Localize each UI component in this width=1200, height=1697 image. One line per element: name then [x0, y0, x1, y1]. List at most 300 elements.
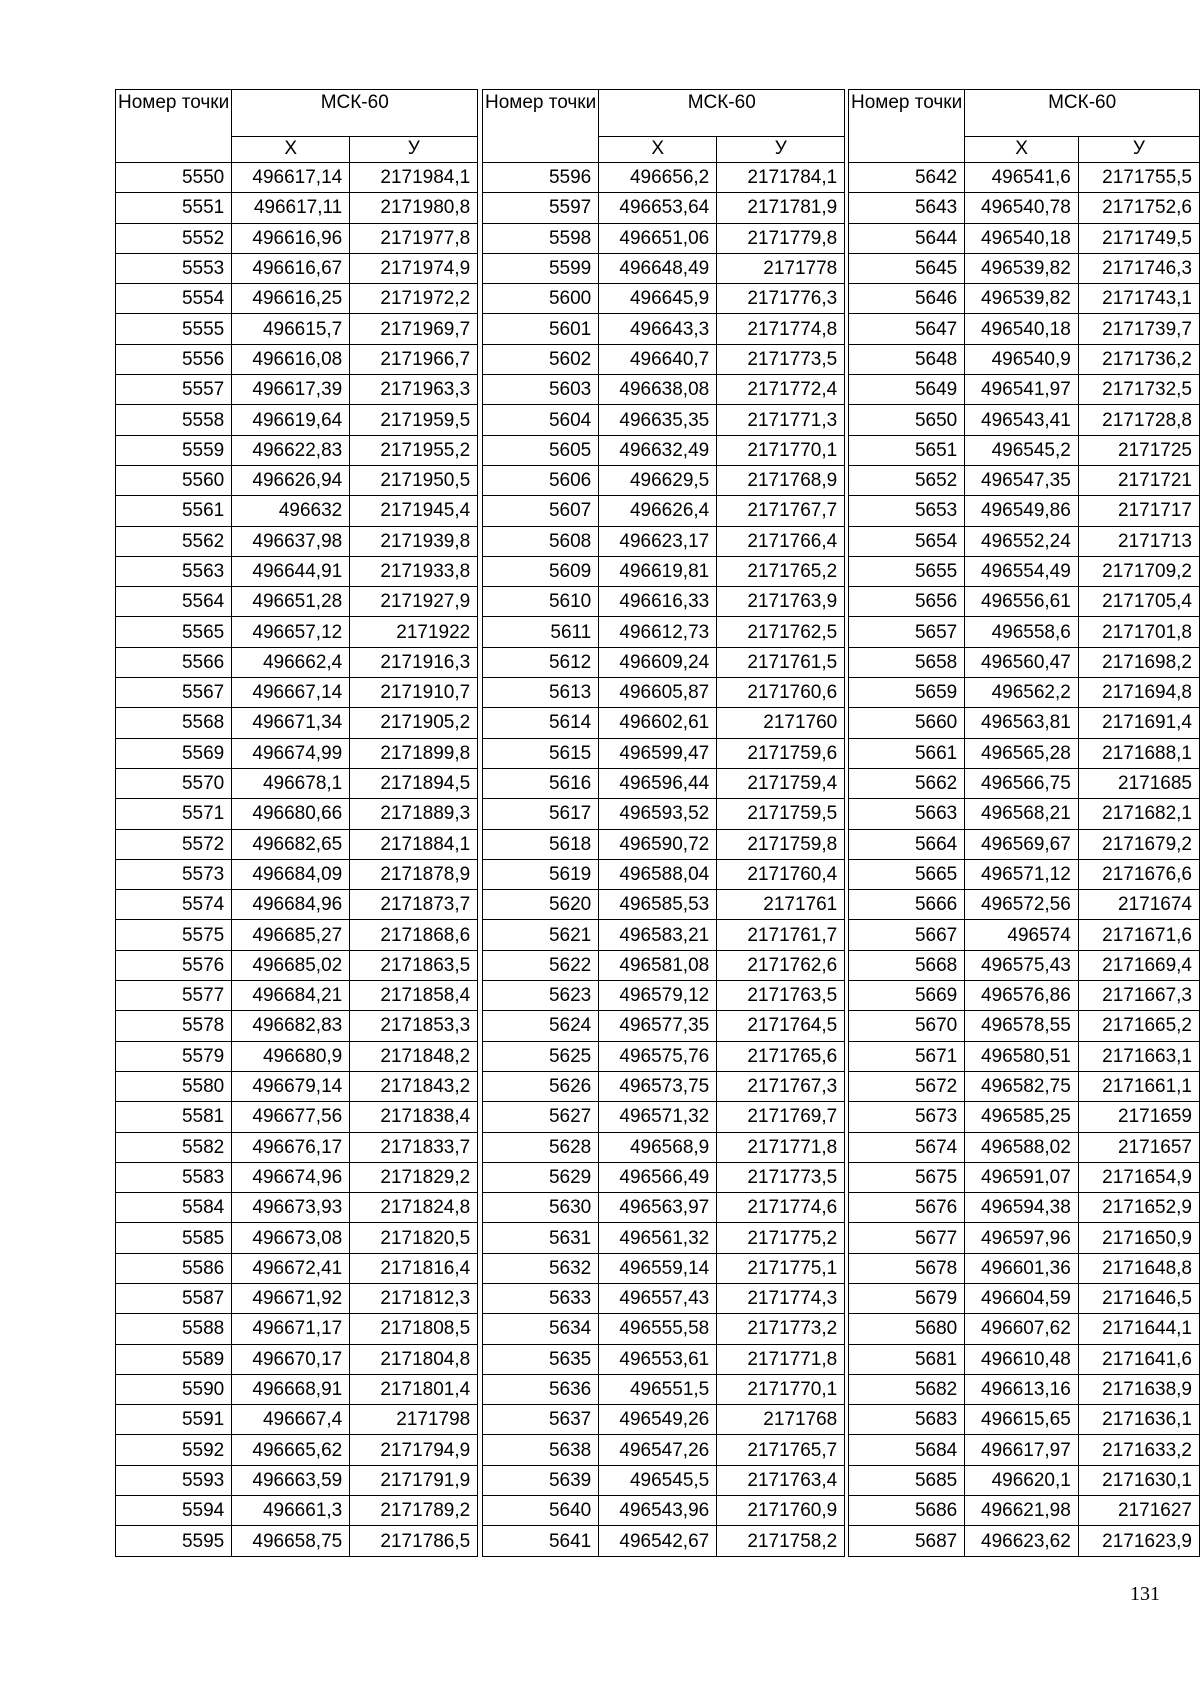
point-number-cell: 5657: [849, 617, 965, 647]
point-number-cell: 5666: [849, 890, 965, 920]
table-row: [849, 647, 1200, 677]
y-cell: 2171798: [350, 1405, 478, 1435]
point-number-cell: 5582: [116, 1132, 232, 1162]
table-row: [116, 738, 478, 768]
x-cell: 496680,9: [232, 1041, 350, 1071]
y-cell: 2171966,7: [350, 344, 478, 374]
y-cell: 2171752,6: [1078, 193, 1199, 223]
point-number-cell: 5643: [849, 193, 965, 223]
point-number-cell: 5680: [849, 1314, 965, 1344]
y-cell: 2171648,8: [1078, 1253, 1199, 1283]
x-cell: 496562,2: [965, 678, 1079, 708]
x-cell: 496637,98: [232, 526, 350, 556]
point-number-cell: 5588: [116, 1314, 232, 1344]
point-number-cell: 5626: [483, 1071, 599, 1101]
point-number-cell: 5635: [483, 1344, 599, 1374]
y-cell: 2171884,1: [350, 829, 478, 859]
y-cell: 2171767,7: [717, 496, 845, 526]
point-number-cell: 5600: [483, 284, 599, 314]
y-cell: 2171959,5: [350, 405, 478, 435]
table-row: [849, 344, 1200, 374]
x-cell: 496547,26: [599, 1435, 717, 1465]
page-number: 131: [1130, 1583, 1160, 1605]
table-row: [483, 435, 845, 465]
point-number-cell: 5628: [483, 1132, 599, 1162]
table-row: [116, 1041, 478, 1071]
point-number-cell: 5670: [849, 1011, 965, 1041]
point-number-cell: 5560: [116, 465, 232, 495]
point-number-cell: 5569: [116, 738, 232, 768]
x-cell: 496635,35: [599, 405, 717, 435]
x-cell: 496557,43: [599, 1283, 717, 1313]
point-number-cell: 5667: [849, 920, 965, 950]
table-row: [483, 799, 845, 829]
y-cell: 2171766,4: [717, 526, 845, 556]
coordinate-table-1: [115, 89, 478, 1557]
point-number-cell: 5633: [483, 1283, 599, 1313]
point-number-cell: 5592: [116, 1435, 232, 1465]
table-row: [116, 950, 478, 980]
table-row: [116, 1405, 478, 1435]
y-cell: 2171773,5: [717, 1162, 845, 1192]
y-header: У: [1078, 137, 1199, 163]
table-row: [483, 708, 845, 738]
y-cell: 2171760,4: [717, 859, 845, 889]
table-row: [116, 1526, 478, 1556]
table-row: [483, 829, 845, 859]
x-cell: 496668,91: [232, 1374, 350, 1404]
y-cell: 2171778: [717, 253, 845, 283]
point-number-cell: 5617: [483, 799, 599, 829]
point-number-cell: 5589: [116, 1344, 232, 1374]
table-row: [116, 1253, 478, 1283]
y-cell: 2171789,2: [350, 1496, 478, 1526]
x-cell: 496541,97: [965, 375, 1079, 405]
x-cell: 496626,94: [232, 465, 350, 495]
x-cell: 496540,18: [965, 314, 1079, 344]
table-row: [483, 1102, 845, 1132]
y-cell: 2171630,1: [1078, 1465, 1199, 1495]
y-cell: 2171688,1: [1078, 738, 1199, 768]
point-number-cell: 5593: [116, 1465, 232, 1495]
y-cell: 2171713: [1078, 526, 1199, 556]
table-row: [116, 1193, 478, 1223]
y-cell: 2171765,6: [717, 1041, 845, 1071]
point-number-cell: 5686: [849, 1496, 965, 1526]
x-cell: 496541,6: [965, 163, 1079, 193]
table-row: [849, 1162, 1200, 1192]
x-cell: 496572,56: [965, 890, 1079, 920]
point-number-cell: 5606: [483, 465, 599, 495]
table-row: [849, 556, 1200, 586]
x-cell: 496678,1: [232, 768, 350, 798]
point-number-cell: 5639: [483, 1465, 599, 1495]
point-number-cell: 5658: [849, 647, 965, 677]
x-cell: 496580,51: [965, 1041, 1079, 1071]
point-number-cell: 5590: [116, 1374, 232, 1404]
table-row: [483, 556, 845, 586]
x-cell: 496591,07: [965, 1162, 1079, 1192]
y-cell: 2171773,2: [717, 1314, 845, 1344]
point-number-cell: 5646: [849, 284, 965, 314]
x-cell: 496667,14: [232, 678, 350, 708]
table-row: [849, 1011, 1200, 1041]
y-cell: 2171691,4: [1078, 708, 1199, 738]
y-cell: 2171779,8: [717, 223, 845, 253]
table-row: [116, 890, 478, 920]
x-cell: 496569,67: [965, 829, 1079, 859]
y-cell: 2171774,6: [717, 1193, 845, 1223]
y-cell: 2171820,5: [350, 1223, 478, 1253]
point-number-cell: 5596: [483, 163, 599, 193]
table-row: [849, 314, 1200, 344]
x-cell: 496558,6: [965, 617, 1079, 647]
coordinate-system-header: МСК-60: [599, 90, 845, 137]
table-row: [483, 526, 845, 556]
table-row: [849, 799, 1200, 829]
y-cell: 2171794,9: [350, 1435, 478, 1465]
y-cell: 2171905,2: [350, 708, 478, 738]
y-cell: 2171717: [1078, 496, 1199, 526]
point-number-cell: 5641: [483, 1526, 599, 1556]
x-cell: 496565,28: [965, 738, 1079, 768]
table-row: [116, 163, 478, 193]
y-cell: 2171743,1: [1078, 284, 1199, 314]
x-cell: 496610,48: [965, 1344, 1079, 1374]
table-body: [116, 163, 478, 1557]
point-number-cell: 5636: [483, 1374, 599, 1404]
table-row: [483, 678, 845, 708]
table-row: [116, 556, 478, 586]
x-cell: 496629,5: [599, 465, 717, 495]
table-row: [116, 1102, 478, 1132]
y-cell: 2171775,2: [717, 1223, 845, 1253]
y-cell: 2171671,6: [1078, 920, 1199, 950]
table-row: [849, 1223, 1200, 1253]
x-cell: 496662,4: [232, 647, 350, 677]
table-row: [483, 768, 845, 798]
point-number-cell: 5568: [116, 708, 232, 738]
y-cell: 2171863,5: [350, 950, 478, 980]
x-cell: 496602,61: [599, 708, 717, 738]
point-number-cell: 5647: [849, 314, 965, 344]
point-number-cell: 5583: [116, 1162, 232, 1192]
y-cell: 2171910,7: [350, 678, 478, 708]
y-cell: 2171980,8: [350, 193, 478, 223]
point-number-cell: 5671: [849, 1041, 965, 1071]
y-cell: 2171786,5: [350, 1526, 478, 1556]
x-cell: 496671,92: [232, 1283, 350, 1313]
point-number-cell: 5607: [483, 496, 599, 526]
y-cell: 2171676,6: [1078, 859, 1199, 889]
point-number-cell: 5678: [849, 1253, 965, 1283]
table-row: [849, 981, 1200, 1011]
table-row: [116, 405, 478, 435]
table-row: [483, 1132, 845, 1162]
y-cell: 2171623,9: [1078, 1526, 1199, 1556]
point-number-cell: 5552: [116, 223, 232, 253]
y-cell: 2171927,9: [350, 587, 478, 617]
point-number-cell: 5659: [849, 678, 965, 708]
x-cell: 496612,73: [599, 617, 717, 647]
table-row: [849, 1193, 1200, 1223]
x-cell: 496554,49: [965, 556, 1079, 586]
point-number-cell: 5683: [849, 1405, 965, 1435]
table-row: [116, 1283, 478, 1313]
point-number-cell: 5563: [116, 556, 232, 586]
x-cell: 496597,96: [965, 1223, 1079, 1253]
table-row: [483, 587, 845, 617]
table-row: [483, 314, 845, 344]
y-cell: 2171768,9: [717, 465, 845, 495]
x-cell: 496571,32: [599, 1102, 717, 1132]
x-cell: 496549,86: [965, 496, 1079, 526]
point-number-cell: 5613: [483, 678, 599, 708]
point-number-cell: 5619: [483, 859, 599, 889]
table-row: [849, 375, 1200, 405]
y-cell: 2171945,4: [350, 496, 478, 526]
y-cell: 2171760: [717, 708, 845, 738]
table-row: [849, 1283, 1200, 1313]
x-cell: 496616,33: [599, 587, 717, 617]
x-cell: 496632,49: [599, 435, 717, 465]
table-row: [116, 496, 478, 526]
table-row: [849, 284, 1200, 314]
y-cell: 2171652,9: [1078, 1193, 1199, 1223]
y-cell: 2171638,9: [1078, 1374, 1199, 1404]
x-cell: 496643,3: [599, 314, 717, 344]
x-header: Х: [965, 137, 1079, 163]
x-cell: 496540,9: [965, 344, 1079, 374]
x-cell: 496626,4: [599, 496, 717, 526]
y-cell: 2171773,5: [717, 344, 845, 374]
x-cell: 496665,62: [232, 1435, 350, 1465]
point-number-cell: 5558: [116, 405, 232, 435]
table-row: [116, 678, 478, 708]
y-cell: 2171808,5: [350, 1314, 478, 1344]
y-cell: 2171899,8: [350, 738, 478, 768]
point-number-cell: 5584: [116, 1193, 232, 1223]
y-cell: 2171765,2: [717, 556, 845, 586]
point-number-cell: 5640: [483, 1496, 599, 1526]
y-cell: 2171763,4: [717, 1465, 845, 1495]
table-row: [116, 799, 478, 829]
y-cell: 2171644,1: [1078, 1314, 1199, 1344]
table-row: [483, 1526, 845, 1556]
table-row: [483, 344, 845, 374]
point-number-cell: 5571: [116, 799, 232, 829]
y-cell: 2171868,6: [350, 920, 478, 950]
x-cell: 496581,08: [599, 950, 717, 980]
x-cell: 496601,36: [965, 1253, 1079, 1283]
y-cell: 2171801,4: [350, 1374, 478, 1404]
y-cell: 2171774,3: [717, 1283, 845, 1313]
y-cell: 2171873,7: [350, 890, 478, 920]
table-row: [116, 375, 478, 405]
point-number-cell: 5665: [849, 859, 965, 889]
table-row: [849, 1496, 1200, 1526]
x-cell: 496585,25: [965, 1102, 1079, 1132]
coordinate-system-header: МСК-60: [965, 90, 1200, 137]
x-cell: 496684,21: [232, 981, 350, 1011]
y-cell: 2171661,1: [1078, 1071, 1199, 1101]
table-row: [116, 647, 478, 677]
y-cell: 2171767,3: [717, 1071, 845, 1101]
point-number-cell: 5597: [483, 193, 599, 223]
y-cell: 2171663,1: [1078, 1041, 1199, 1071]
x-cell: 496578,55: [965, 1011, 1079, 1041]
point-number-cell: 5618: [483, 829, 599, 859]
table-row: [849, 1344, 1200, 1374]
y-cell: 2171916,3: [350, 647, 478, 677]
table-row: [483, 890, 845, 920]
point-number-cell: 5677: [849, 1223, 965, 1253]
point-number-cell: 5580: [116, 1071, 232, 1101]
x-cell: 496672,41: [232, 1253, 350, 1283]
table-row: [483, 193, 845, 223]
x-cell: 496616,96: [232, 223, 350, 253]
x-cell: 496582,75: [965, 1071, 1079, 1101]
x-cell: 496540,18: [965, 223, 1079, 253]
y-cell: 2171721: [1078, 465, 1199, 495]
table-row: [116, 526, 478, 556]
y-cell: 2171694,8: [1078, 678, 1199, 708]
y-cell: 2171759,8: [717, 829, 845, 859]
y-header: У: [350, 137, 478, 163]
table-row: [849, 678, 1200, 708]
y-cell: 2171627: [1078, 1496, 1199, 1526]
table-row: [483, 405, 845, 435]
point-number-cell: 5595: [116, 1526, 232, 1556]
table-row: [483, 1314, 845, 1344]
table-row: [116, 1132, 478, 1162]
table-row: [116, 1314, 478, 1344]
x-cell: 496677,56: [232, 1102, 350, 1132]
y-cell: 2171759,6: [717, 738, 845, 768]
point-number-cell: 5650: [849, 405, 965, 435]
point-number-cell: 5555: [116, 314, 232, 344]
x-cell: 496559,14: [599, 1253, 717, 1283]
x-cell: 496673,93: [232, 1193, 350, 1223]
y-cell: 2171963,3: [350, 375, 478, 405]
point-number-cell: 5577: [116, 981, 232, 1011]
table-row: [849, 1132, 1200, 1162]
y-cell: 2171843,2: [350, 1071, 478, 1101]
point-number-cell: 5566: [116, 647, 232, 677]
x-cell: 496615,7: [232, 314, 350, 344]
table-row: [849, 617, 1200, 647]
table-row: [483, 465, 845, 495]
x-cell: 496644,91: [232, 556, 350, 586]
y-cell: 2171669,4: [1078, 950, 1199, 980]
point-number-cell: 5675: [849, 1162, 965, 1192]
point-number-cell: 5581: [116, 1102, 232, 1132]
x-cell: 496590,72: [599, 829, 717, 859]
point-number-cell: 5624: [483, 1011, 599, 1041]
y-cell: 2171769,7: [717, 1102, 845, 1132]
x-cell: 496661,3: [232, 1496, 350, 1526]
x-cell: 496617,97: [965, 1435, 1079, 1465]
y-cell: 2171761,5: [717, 647, 845, 677]
point-number-cell: 5562: [116, 526, 232, 556]
y-cell: 2171761: [717, 890, 845, 920]
point-number-cell: 5623: [483, 981, 599, 1011]
y-cell: 2171732,5: [1078, 375, 1199, 405]
table-row: [849, 405, 1200, 435]
table-row: [483, 1223, 845, 1253]
point-number-cell: 5620: [483, 890, 599, 920]
point-number-cell: 5614: [483, 708, 599, 738]
point-number-cell: 5610: [483, 587, 599, 617]
x-cell: 496539,82: [965, 284, 1079, 314]
x-cell: 496577,35: [599, 1011, 717, 1041]
point-number-cell: 5561: [116, 496, 232, 526]
point-number-cell: 5668: [849, 950, 965, 980]
table-body: [849, 163, 1200, 1557]
y-cell: 2171776,3: [717, 284, 845, 314]
y-cell: 2171659: [1078, 1102, 1199, 1132]
x-cell: 496617,11: [232, 193, 350, 223]
y-cell: 2171833,7: [350, 1132, 478, 1162]
table-row: [849, 163, 1200, 193]
point-number-cell: 5630: [483, 1193, 599, 1223]
point-number-cell: 5655: [849, 556, 965, 586]
point-number-cell: 5586: [116, 1253, 232, 1283]
x-cell: 496620,1: [965, 1465, 1079, 1495]
point-number-cell: 5601: [483, 314, 599, 344]
table-row: [483, 981, 845, 1011]
point-number-cell: 5594: [116, 1496, 232, 1526]
table-row: [849, 1374, 1200, 1404]
y-cell: 2171894,5: [350, 768, 478, 798]
point-number-cell: 5662: [849, 768, 965, 798]
y-cell: 2171761,7: [717, 920, 845, 950]
x-cell: 496588,04: [599, 859, 717, 889]
x-cell: 496576,86: [965, 981, 1079, 1011]
point-number-cell: 5587: [116, 1283, 232, 1313]
x-cell: 496619,64: [232, 405, 350, 435]
y-cell: 2171674: [1078, 890, 1199, 920]
table-row: [116, 223, 478, 253]
table-row: [849, 768, 1200, 798]
table-row: [849, 1435, 1200, 1465]
y-cell: 2171755,5: [1078, 163, 1199, 193]
point-number-cell: 5611: [483, 617, 599, 647]
y-cell: 2171972,2: [350, 284, 478, 314]
table-row: [849, 859, 1200, 889]
coordinate-system-header: МСК-60: [232, 90, 478, 137]
y-cell: 2171762,6: [717, 950, 845, 980]
table-row: [483, 496, 845, 526]
x-cell: 496671,34: [232, 708, 350, 738]
point-number-cell: 5621: [483, 920, 599, 950]
point-number-cell: 5651: [849, 435, 965, 465]
y-cell: 2171838,4: [350, 1102, 478, 1132]
x-cell: 496560,47: [965, 647, 1079, 677]
point-number-cell: 5604: [483, 405, 599, 435]
point-number-cell: 5605: [483, 435, 599, 465]
x-cell: 496623,17: [599, 526, 717, 556]
table-row: [116, 344, 478, 374]
point-number-cell: 5625: [483, 1041, 599, 1071]
coordinate-table-3: [848, 89, 1200, 1557]
point-number-cell: 5682: [849, 1374, 965, 1404]
table-row: [849, 526, 1200, 556]
table-row: [483, 163, 845, 193]
point-number-cell: 5649: [849, 375, 965, 405]
table-row: [116, 1011, 478, 1041]
x-cell: 496574: [965, 920, 1079, 950]
